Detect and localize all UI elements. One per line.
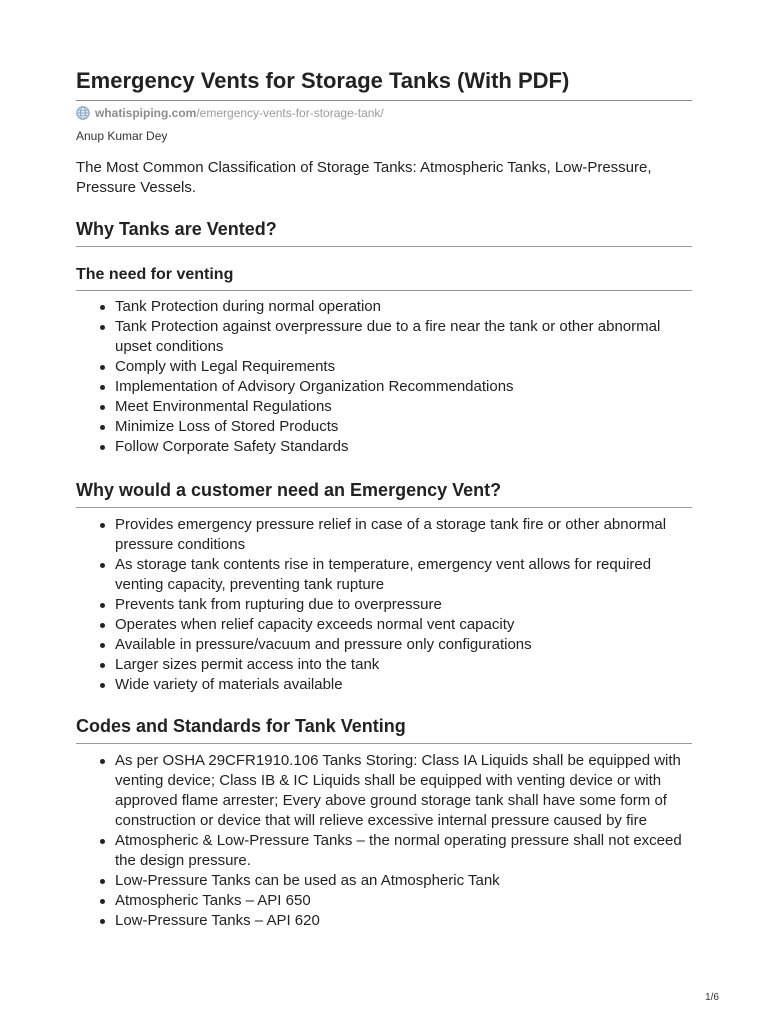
- list-item: As storage tank contents rise in temperature, emergency vent allows for required venting capacity, preventing tank rupture: [76, 555, 692, 595]
- list-item: Low-Pressure Tanks can be used as an Atmospheric Tank: [76, 871, 692, 891]
- source-path[interactable]: /emergency-vents-for-storage-tank/: [196, 106, 384, 120]
- list-item: Atmospheric & Low-Pressure Tanks – the normal operating pressure shall not exceed the design pressure.: [76, 831, 692, 871]
- source-domain[interactable]: whatispiping.com: [95, 106, 197, 120]
- list-customer-need: [76, 515, 692, 695]
- list-item: Larger sizes permit access into the tank: [76, 655, 692, 675]
- list-item: Prevents tank from rupturing due to overpressure: [76, 595, 692, 615]
- page-number: 1/6: [705, 992, 719, 1003]
- list-item: Minimize Loss of Stored Products: [76, 417, 692, 437]
- list-item: As per OSHA 29CFR1910.106 Tanks Storing: Class IA Liquids shall be equipped with venting device; Class IB & IC Liquids shall be equipped with venting device or with approved flame arrester; Every above ground storage tank shall have some form of construction or device that will relieve excessive internal pressure caused by fire: [76, 751, 692, 831]
- list-codes-standards: [76, 751, 692, 931]
- section-divider: [76, 246, 692, 247]
- list-item: Operates when relief capacity exceeds normal vent capacity: [76, 615, 692, 635]
- section-divider: [76, 743, 692, 744]
- list-item: Meet Environmental Regulations: [76, 397, 692, 417]
- list-item: Provides emergency pressure relief in case of a storage tank fire or other abnormal pressure conditions: [76, 515, 692, 555]
- list-item: Tank Protection against overpressure due to a fire near the tank or other abnormal upset conditions: [76, 317, 692, 357]
- list-need-for-venting: [76, 297, 692, 457]
- subsection-divider: [76, 290, 692, 291]
- list-item: Comply with Legal Requirements: [76, 357, 692, 377]
- subheading-need-for-venting: The need for venting: [76, 266, 234, 283]
- list-item: Implementation of Advisory Organization Recommendations: [76, 377, 692, 397]
- author-name: Anup Kumar Dey: [76, 129, 168, 143]
- globe-icon: [76, 106, 90, 120]
- section-divider: [76, 507, 692, 508]
- list-item: Low-Pressure Tanks – API 620: [76, 911, 692, 931]
- section-heading-why-vented: Why Tanks are Vented?: [76, 219, 277, 239]
- intro-paragraph: The Most Common Classification of Storage Tanks: Atmospheric Tanks, Low-Pressure, Pressure Vessels.: [76, 159, 652, 196]
- list-item: Atmospheric Tanks – API 650: [76, 891, 692, 911]
- list-item: Follow Corporate Safety Standards: [76, 437, 692, 457]
- list-item: Tank Protection during normal operation: [76, 297, 692, 317]
- list-item: Available in pressure/vacuum and pressure only configurations: [76, 635, 692, 655]
- section-heading-customer-need: Why would a customer need an Emergency Vent?: [76, 480, 502, 500]
- list-item: Wide variety of materials available: [76, 675, 692, 695]
- section-heading-codes-standards: Codes and Standards for Tank Venting: [76, 716, 406, 736]
- source-link[interactable]: [76, 105, 384, 121]
- title-divider: [76, 100, 692, 101]
- page-title: Emergency Vents for Storage Tanks (With PDF): [76, 68, 570, 93]
